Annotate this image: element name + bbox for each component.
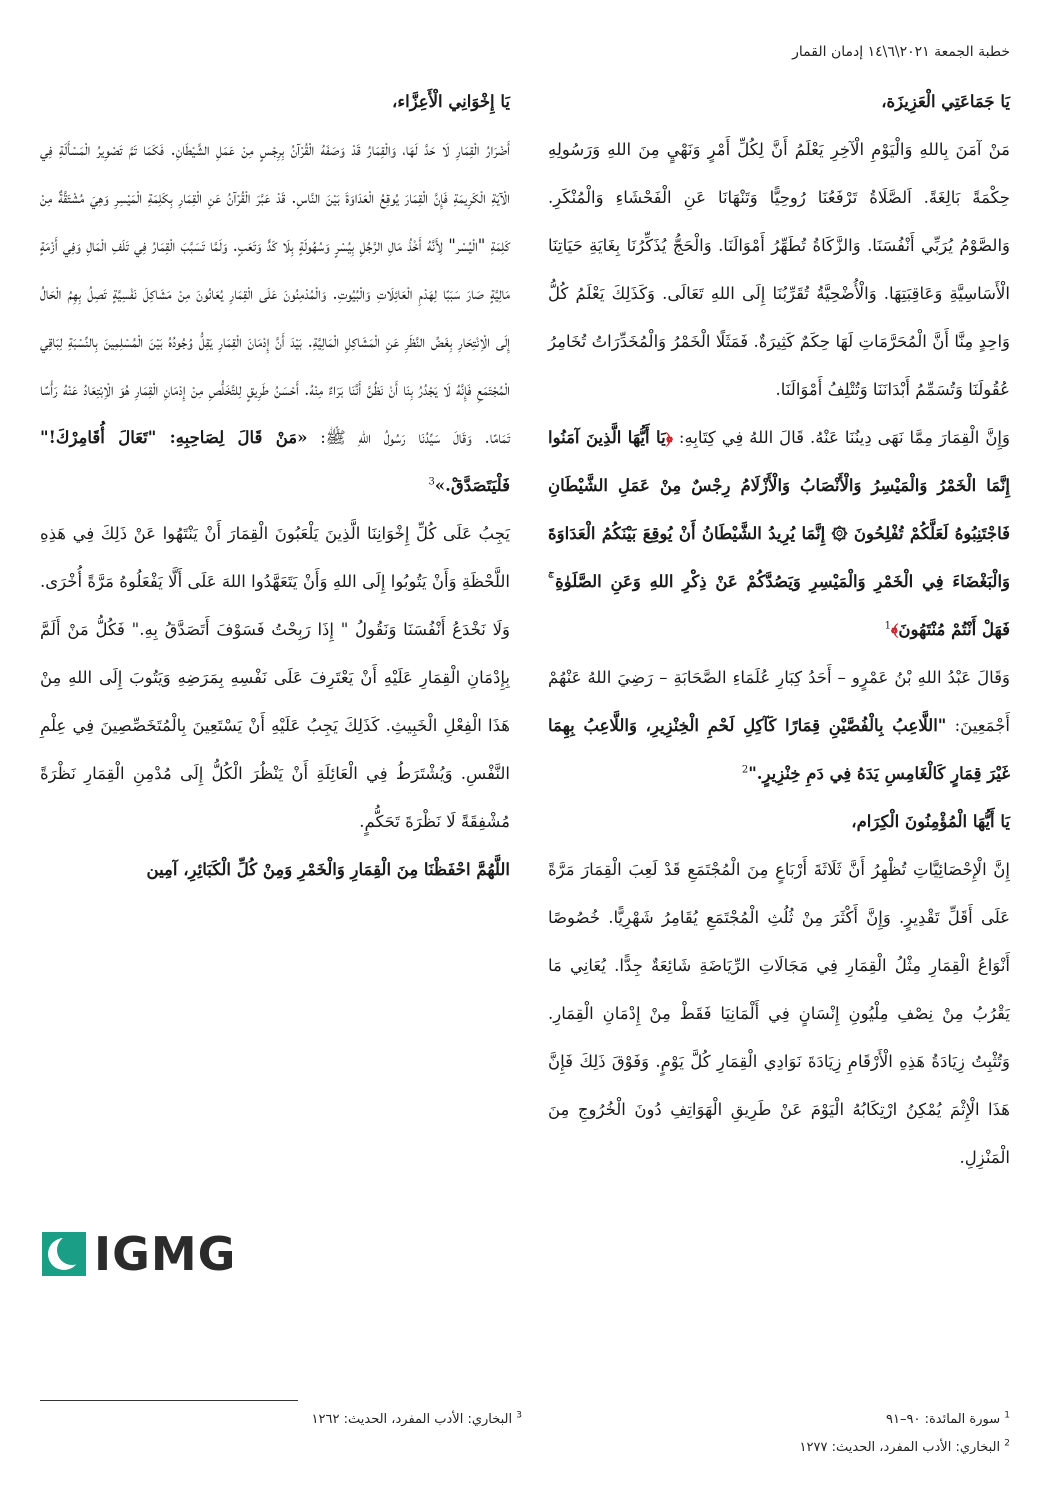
quran-close-bracket: ﴾ bbox=[891, 620, 899, 639]
igmg-logo bbox=[42, 1227, 237, 1281]
hadith-paragraph bbox=[40, 126, 510, 510]
paragraph-intro: وَقَالَ عَبْدُ اللهِ بْنُ عَمْرٍو – أَحَدُ كِبَارِ عُلَمَاءِ الصَّحَابَةِ – رَضِيَ اللهُ عَنْهُمْ أَجْمَعِينَ: bbox=[548, 668, 1010, 735]
right-column bbox=[548, 78, 1010, 1182]
left-column bbox=[40, 78, 510, 894]
hadith-paragraph bbox=[548, 654, 1010, 798]
logo-text: IGMG bbox=[94, 1227, 237, 1281]
footnote-marker: 3 bbox=[428, 476, 435, 488]
footnote-marker: 2 bbox=[741, 764, 749, 776]
closing-prayer: اللَّهُمَّ احْفَظْنَا مِنَ الْقِمَارِ وَالْخَمْرِ وَمِنْ كُلِّ الْكَبَائِرِ، آمِين bbox=[146, 860, 510, 879]
crescent-logo-icon bbox=[42, 1232, 86, 1276]
section-heading: يَا جَمَاعَتِي الْعَزِيزَة، bbox=[881, 92, 1010, 111]
section-heading: يَا إِخْوَانِي الْأَعِزَّاء، bbox=[392, 92, 510, 111]
paragraph-intro: وَإِنَّ الْقِمَارَ مِمَّا نَهَى دِينُنَا عَنْهُ. قَالَ اللهُ فِي كِتَابِهِ: bbox=[672, 428, 1010, 447]
quran-paragraph bbox=[548, 414, 1010, 654]
footnote-2 bbox=[800, 1440, 1010, 1455]
paragraph: مَنْ آمَنَ بِاللهِ وَالْيَوْمِ الْآخِرِ يَعْلَمُ أَنَّ لِكُلِّ أَمْرٍ وَنَهْيٍ مِنَ اللهِ وَرَسُولِهِ حِكْمَةً بَالِغَةً. اَلصَّلَاةُ تَرْفَعُنَا رُوحِيًّا وَتَنْهَانَا عَنِ الْفَحْشَاءِ وَالْمُنْكَرِ. وَالصَّوْمُ يُرَبِّي أَنْفُسَنَا. وَالزَّكَاةُ تُطَهِّرُ أَمْوَالَنَا. وَالْحَجُّ يُذَكِّرُنَا بِغَايَةِ حَيَاتِنَا الْأَسَاسِيَّةِ وَعَاقِبَتِهَا. وَالْأُضْحِيَّةُ تُقَرِّبُنَا إِلَى اللهِ تَعَالَى. وَكَذَلِكَ يَعْلَمُ كُلُّ وَاحِدٍ مِنَّا أَنَّ الْمُحَرَّمَاتِ لَهَا حِكَمٌ كَثِيرَةٌ. فَمَثَلًا الْخَمْرُ وَالْمُخَدِّرَاتُ تُخَامِرُ عُقُولَنَا وَتُسَمِّمُ أَبْدَانَنَا وَتُتْلِفُ أَمْوَالَنَا. bbox=[548, 140, 1010, 399]
quran-verse: يَا أَيُّهَا الَّذِينَ آمَنُوا إِنَّمَا الْخَمْرُ وَالْمَيْسِرُ وَالْأَنْصَابُ وَالْأَزْلَامُ رِجْسٌ مِنْ عَمَلِ الشَّيْطَانِ فَاجْتَنِبُوهُ لَعَلَّكُمْ تُفْلِحُونَ ۞ إِنَّمَا يُرِيدُ الشَّيْطَانُ أَنْ يُوقِعَ بَيْنَكُمُ الْعَدَاوَةَ وَالْبَغْضَاءَ فِي الْخَمْرِ وَالْمَيْسِرِ وَيَصُدَّكُمْ عَنْ ذِكْرِ اللهِ وَعَنِ الصَّلَوٰةِ ۚ فَهَلْ أَنْتُمْ مُنْتَهُونَ bbox=[548, 428, 1010, 639]
footnote-text: سورة المائدة: ٩٠–٩١ bbox=[886, 1412, 1001, 1427]
footnote-number: 3 bbox=[516, 1410, 522, 1421]
footnote-1 bbox=[886, 1412, 1010, 1427]
page-header: خطبة الجمعة ٢٠٢١\٦\١٤ إدمان القمار bbox=[792, 44, 1010, 60]
footnote-3 bbox=[312, 1412, 522, 1427]
paragraph: يَجِبُ عَلَى كُلِّ إِخْوَانِنَا الَّذِينَ يَلْعَبُونَ الْقِمَارَ أَنْ يَنْتَهُوا عَنْ ذَلِكَ فِي هَذِهِ اللَّحْظَةِ وَأَنْ يَتُوبُوا إِلَى اللهِ وَأَنْ يَتَعَهَّدُوا اللهَ عَلَى أَلَّا يَفْعَلُوهُ مَرَّةً أُخْرَى. وَلَا نَخْدَعُ أَنْفُسَنَا وَنَقُولُ " إِذَا رَبِحْتُ فَسَوْفَ أَتَصَدَّقُ بِهِ." فَكُلُّ مَنْ أَلَمَّ بِإِدْمَانِ الْقِمَارِ عَلَيْهِ أَنْ يَعْتَرِفَ عَلَى نَفْسِهِ بِمَرَضِهِ وَيَتُوبَ إِلَى اللهِ مِنْ هَذَا الْفِعْلِ الْخَبِيثِ. كَذَلِكَ يَجِبُ عَلَيْهِ أَنْ يَسْتَعِينَ بِالْمُتَخَصِّصِينَ فِي عِلْمِ النَّفْسِ. وَيُشْتَرَطُ فِي الْعَائِلَةِ أَنْ يَنْظُرَ الْكُلُّ إِلَى مُدْمِنِ الْقِمَارِ نَظْرَةً مُشْفِقَةً لَا نَظْرَةَ تَحَكُّمٍ. bbox=[40, 524, 510, 831]
footnote-number: 2 bbox=[1004, 1438, 1010, 1449]
hadith-quote: «مَنْ قَالَ لِصَاحِبِهِ: "تَعَالَ أُقَامِرْكَ!" فَلْيَتَصَدَّقْ.» bbox=[40, 428, 510, 495]
quran-open-bracket: ﴿ bbox=[665, 428, 673, 447]
paragraph: إِنَّ الْإِحْصَائِيَّاتِ تُظْهِرُ أَنَّ ثَلَاثَةَ أَرْبَاعٍ مِنَ الْمُجْتَمَعِ قَدْ لَعِبَ الْقِمَارَ مَرَّةً عَلَى أَقَلِّ تَقْدِيرٍ. وَإِنَّ أَكْثَرَ مِنْ ثُلُثِ الْمُجْتَمَعِ يُقَامِرُ شَهْرِيًّا. خُصُوصًا أَنْوَاعُ الْقِمَارِ مِثْلُ الْقِمَارِ فِي مَجَالَاتِ الرِّيَاضَةِ شَائِعَةٌ جِدًّا. يُعَانِي مَا يَقْرُبُ مِنْ نِصْفِ مِلْيُونِ إِنْسَانٍ فِي أَلْمَانِيَا فَقَطْ مِنْ إِدْمَانِ الْقِمَارِ. وَتُثْبِتُ زِيَادَةُ هَذِهِ الْأَرْقَامِ زِيَادَةَ نَوَادِي الْقِمَارِ كُلَّ يَوْمٍ. وَفَوْقَ ذَلِكَ فَإِنَّ هَذَا الْإِثْمَ يُمْكِنُ ارْتِكَابُهُ الْيَوْمَ عَنْ طَرِيقِ الْهَوَاتِفِ دُونَ الْخُرُوجِ مِنَ الْمَنْزِلِ. bbox=[548, 860, 1010, 1167]
footnote-text: البخاري: الأدب المفرد، الحديث: ١٢٧٧ bbox=[799, 1440, 1001, 1455]
section-heading: يَا أَيُّهَا الْمُؤْمِنُونَ الْكِرَام، bbox=[851, 812, 1010, 831]
footnote-marker: 1 bbox=[884, 620, 892, 632]
footnote-text: البخاري: الأدب المفرد، الحديث: ١٢٦٢ bbox=[311, 1412, 513, 1427]
footnote-divider bbox=[40, 1400, 298, 1401]
footnote-number: 1 bbox=[1004, 1410, 1010, 1421]
hadith-quote: "اللَّاعِبُ بِالْفُصَّيْنِ قِمَارًا كَآكِلِ لَحْمِ الْخِنْزِيرِ، وَاللَّاعِبُ بِهِمَا غَيْرَ قِمَارٍ كَالْغَامِسِ يَدَهُ فِي دَمِ خِنْزِيرٍ." bbox=[548, 716, 1010, 783]
paragraph-body: أَضْرَارُ الْقِمَارِ لَا حَدَّ لَهَا، وَالْقِمَارُ قَدْ وَصَفَهُ الْقُرْآنُ بِرِجْسٍ مِنْ عَمَلِ الشَّيْطَانِ. فَكَمَا تَمَّ تَصْوِيرُ الْمَسْأَلَةِ فِي الْآيَةِ الْكَرِيمَةِ فَإِنَّ الْقِمَارَ يُوقِعُ الْعَدَاوَةَ بَيْنَ النَّاسِ. قَدْ عَبَّرَ الْقُرْآنُ عَنِ الْقِمَارِ بِكَلِمَةِ الْمَيْسِرِ وَهِيَ مُشْتَقَّةٌ مِنْ كَلِمَةِ "الْيُسْر" لِأَنَّهُ أَخْذُ مَالِ الرَّجُلِ بِيُسْرٍ وَسُهُولَةٍ بِلَا كَدٍّ وَتَعَبٍ. وَلَمَّا تَسَبَّبَ الْقِمَارُ فِي تَلَفِ الْمَالِ وَفِي أَزْمَةٍ مَالِيَّةٍ صَارَ سَبَبًا لِهَدْمِ الْعَائِلَاتِ وَالْبُيُوتِ. وَالْمُدْمِنُونَ عَلَى الْقِمَارِ يُعَانُونَ مِنْ مَشَاكِلَ نَفْسِيَّةٍ تَصِلُ بِهِمُ الْحَالُ إِلَى الْاِنْتِحَارِ بِغَضِّ النَّظَرِ عَنِ الْمَشَاكِلِ الْمَالِيَّةِ. بَيْدَ أَنَّ إِدْمَانَ الْقِمَارِ يَقِلُّ وُجُودُهُ بَيْنَ الْمُسْلِمِينَ بِالنِّسْبَةِ لِبَاقِي الْمُجْتَمَعِ فَإِنَّهُ لَا يَجْدُرُ بِنَا أَنْ نَظُنَّ أَنَّنَا بَرَاءٌ مِنْهُ. أَحْسَنُ طَرِيقٍ لِلتَّخَلُّصِ مِنْ إِدْمَانِ الْقِمَارِ هُوَ الْاِبْتِعَادُ عَنْهُ رَأْسًا تَمَامًا. وَقَالَ سَيِّدُنَا رَسُولُ اللهِ ﷺ: bbox=[40, 140, 511, 447]
